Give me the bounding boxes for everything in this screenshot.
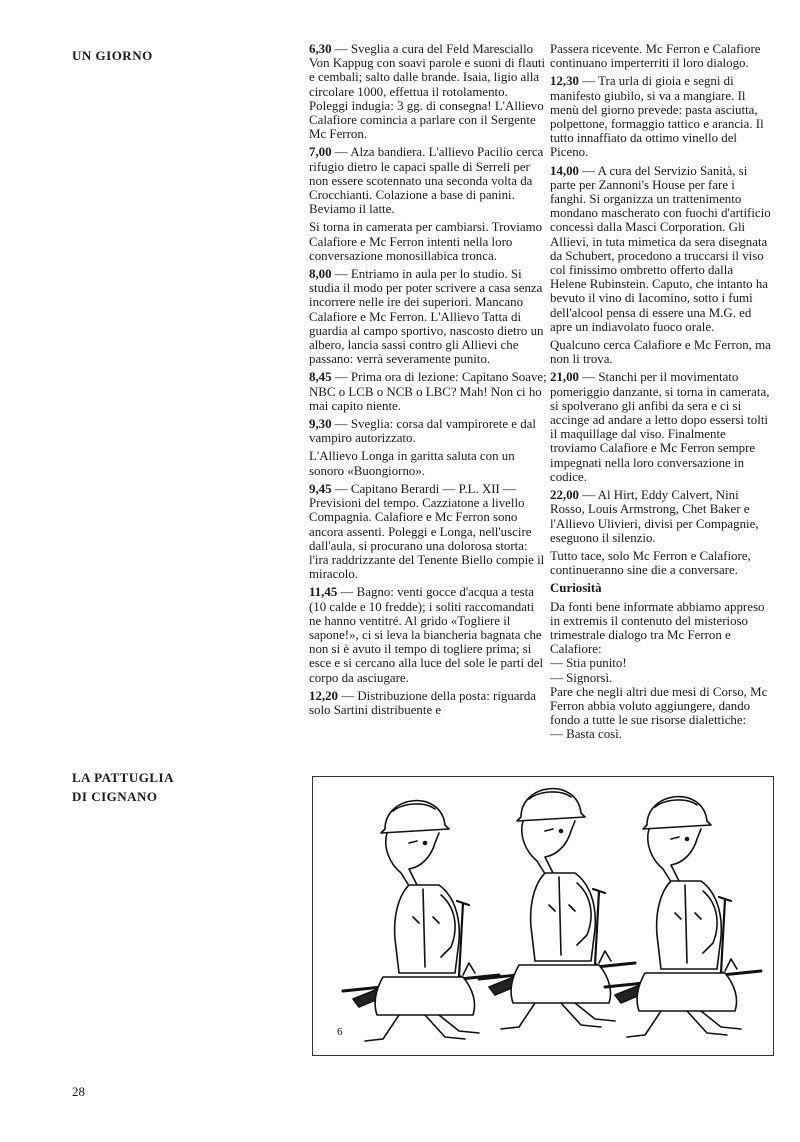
entry-text: Entriamo in aula per lo studio. Si studia il modo per poter scrivere a casa senza incorrere nelle ire dei superiori. Mancano Calafiore e Mc Ferron. L'Allievo Tatta di guardia al campo sportivo, nascosto dietro un albero, lancia sassi contro gli Allievi che passano: verrà severamente punito.	[309, 267, 544, 367]
schedule-entry: 21,00 — Stanchi per il movimentato pomeriggio danzante, si torna in camerata, si spolverano gli anfibi da sera e ci si accinge ad andare a letto dopo essersi tolti il maquillage dal viso. Finalmente troviamo Calafiore e Mc Ferron sempre impegnati nella loro conversazione in codice.	[550, 370, 770, 484]
entry-time: 8,00	[309, 267, 332, 282]
entry-text: Sveglia: corsa dal vampirorete e dal vampiro autorizzato.	[309, 417, 536, 446]
schedule-entry: 11,45 — Bagno: venti gocce d'acqua a testa (10 calde e 10 fredde); i soliti raccomandati ne hanno ventitré. Al grido «Togliere il sapone!», ci si leva la biancheria bagnata che non si è avuto il tempo di togliere prima; si esce e si cercano alla luce del sole le parti del corpo da asciugare.	[309, 585, 544, 685]
entry-text: Si torna in camerata per cambiarsi. Troviamo Calafiore e Mc Ferron intenti nella loro conversazione monosillabica tronca.	[309, 220, 543, 263]
svg-text:6: 6	[337, 1026, 343, 1038]
article-column-right	[550, 42, 772, 742]
schedule-entry: 8,00 — Entriamo in aula per lo studio. Si studia il modo per poter scrivere a casa senza incorrere nelle ire dei superiori. Mancano Calafiore e Mc Ferron. L'Allievo Tatta di guardia al campo sportivo, nascosto dietro un albero, lancia sassi contro gli Allievi che passano: verrà severamente punito.	[309, 267, 544, 367]
section-title-line1: LA PATTUGLIA	[72, 770, 174, 785]
schedule-note	[309, 449, 549, 477]
entry-time: 12,30	[550, 74, 580, 89]
curiosita-line: — Basta così.	[550, 727, 622, 742]
schedule-entry: 9,45 — Capitano Berardi — P.L. XII — Previsioni del tempo. Cazziatone a livello Compagnia. Calafiore e Mc Ferron sono ancora assenti. Poleggi e Longa, nell'uscire dall'aula, si procurano una dolorosa storta: l'ira raddrizzante del Tenente Biello compie il miracolo.	[309, 481, 545, 582]
entry-text: Stanchi per il movimentato pomeriggio danzante, si torna in camerata, si spolverano gli anfibi da sera e ci si accinge ad andare a letto dopo essersi tolti il maquillage dal viso. Finalmente troviamo Calafiore e Mc Ferron sempre impegnati nella loro conversazione in codice.	[550, 370, 770, 484]
article-column-left	[309, 42, 549, 721]
entry-text: Qualcuno cerca Calafiore e Mc Ferron, ma non li trova.	[550, 338, 771, 367]
page-number: 28	[72, 1084, 85, 1099]
continued-text: Passera ricevente. Mc Ferron e Calafiore continuano imperterriti il loro dialogo.	[550, 42, 761, 71]
section-title-un-giorno: UN GIORNO	[72, 48, 153, 63]
cartoon-illustration	[312, 776, 774, 1056]
entry-time: 11,45	[309, 585, 338, 600]
entry-text: Capitano Berardi — P.L. XII — Previsioni del tempo. Cazziatone a livello Compagnia. Calafiore e Mc Ferron sono ancora assenti. Poleggi e Longa, nell'uscire dall'aula, si procurano una dolorosa storta: l'ira raddrizzante del Tenente Biello compie il miracolo.	[309, 481, 545, 582]
entry-text: Prima ora di lezione: Capitano Soave; NBC o LCB o NCB o LBC? Mah! Non ci ho mai capito niente.	[309, 370, 547, 413]
curiosita-line: — Stia punito!	[550, 656, 627, 671]
entry-time: 9,45	[309, 481, 332, 496]
curiosita-line: Pare che negli altri due mesi di Corso, Mc Ferron abbia voluto aggiungere, dando fondo a tutte le sue risorse dialettiche:	[550, 684, 768, 728]
curiosita-heading: Curiosità	[550, 581, 602, 596]
entry-time: 14,00	[550, 163, 580, 178]
entry-time: 21,00	[550, 370, 580, 385]
schedule-entry: 7,00 — Alza bandiera. L'allievo Pacilio cerca rifugio dietro le capaci spalle di Serreli per non essere scotennato una seconda volta da Crocchianti. Colazione a base di panini. Beviamo il latte.	[309, 145, 544, 217]
curiosita-line: Da fonti bene informate abbiamo appreso in extremis il contenuto del misterioso trimestrale dialogo tra Mc Ferron e Calafiore:	[550, 599, 765, 657]
entry-time: 22,00	[550, 488, 580, 503]
entry-text: Bagno: venti gocce d'acqua a testa (10 calde e 10 fredde); i soliti raccomandati ne hanno ventitré. Al grido «Togliere il sapone!», ci si leva la biancheria bagnata che non si è avuto il tempo di togliere prima; si esce e si cercano alla luce del sole le parti del corpo da asciugare.	[309, 585, 544, 685]
schedule-entry: 14,00 — A cura del Servizio Sanità, si parte per Zannoni's House per fare i fanghi. Si organizza un trattenimento mondano mascherato con fuochi d'artificio concessi dalla Masci Corporation. Gli Allievi, in tuta mimetica da sera disegnata da Schubert, procedono a truccarsi il viso col finissimo ombretto offerto dalla Helene Rubinstein. Caputo, che intanto ha bevuto il vino di Iacomino, sotto i fumi dell'alcool pensa di essere una M.G. ed apre un indiavolato fuoco orale.	[550, 163, 771, 334]
entry-text: Al Hirt, Eddy Calvert, Nini Rosso, Louis Armstrong, Chet Baker e l'Allievo Ulivieri, divisi per Compagnie, eseguono il silenzio.	[550, 488, 759, 545]
entry-time: 7,00	[309, 145, 332, 160]
entry-time: 9,30	[309, 417, 332, 432]
curiosita-line: — Signorsì.	[550, 670, 613, 685]
schedule-note	[550, 549, 772, 577]
schedule-entry: 22,00 — Al Hirt, Eddy Calvert, Nini Rosso, Louis Armstrong, Chet Baker e l'Allievo Ulivieri, divisi per Compagnie, eseguono il silenzio.	[550, 488, 759, 545]
entry-text: L'Allievo Longa in garitta saluta con un sonoro «Buongiorno».	[309, 449, 515, 478]
entry-text: Tutto tace, solo Mc Ferron e Calafiore, continueranno sine die a conversare.	[550, 548, 751, 578]
schedule-entry: 12,30 — Tra urla di gioia e segni di manifesto giubilo, si va a mangiare. Il menù del giorno prevede: pasta asciutta, polpettone, formaggio tattico e arancia. Il tutto innaffiato da ottimo vinello del Piceno.	[550, 74, 764, 160]
entry-text: Distribuzione della posta: riguarda solo Sartini distribuente e	[309, 688, 536, 717]
entry-text: Tra urla di gioia e segni di manifesto giubilo, si va a mangiare. Il menù del giorno prevede: pasta asciutta, polpettone, formaggio tattico e arancia. Il tutto innaffiato da ottimo vinello del Piceno.	[550, 74, 764, 160]
section-title-line2: DI CIGNANO	[72, 789, 158, 804]
entry-time: 6,30	[309, 42, 332, 56]
schedule-entry: 9,30 — Sveglia: corsa dal vampirorete e dal vampiro autorizzato.	[309, 417, 536, 446]
schedule-entry: 8,45 — Prima ora di lezione: Capitano Soave; NBC o LCB o NCB o LBC? Mah! Non ci ho mai capito niente.	[309, 370, 547, 413]
entry-time: 12,20	[309, 688, 339, 703]
entry-time: 8,45	[309, 370, 332, 385]
entry-text: A cura del Servizio Sanità, si parte per Zannoni's House per fare i fanghi. Si organizza un trattenimento mondano mascherato con fuochi d'artificio concessi dalla Masci Corporation. Gli Allievi, in tuta mimetica da sera disegnata da Schubert, procedono a truccarsi il viso col finissimo ombretto offerto dalla Helene Rubinstein. Caputo, che intanto ha bevuto il vino di Iacomino, sotto i fumi dell'alcool pensa di essere una M.G. ed apre un indiavolato fuoco orale.	[550, 163, 771, 334]
entry-text: Sveglia a cura del Feld Maresciallo Von Kappug con soavi parole e suoni di flauti e cembali; salto dalle brande. Isaia, ligio alla circolare 1000, effettua il rotolamento. Poleggi indugia: 3 gg. di consegna! L'Allievo Calafiore comincia a parlare con il Sergente Mc Ferron.	[309, 42, 546, 142]
entry-text: Alza bandiera. L'allievo Pacilio cerca rifugio dietro le capaci spalle di Serreli per non essere scotennato una seconda volta da Crocchianti. Colazione a base di panini. Beviamo il latte.	[309, 145, 544, 217]
schedule-entry: 6,30 — Sveglia a cura del Feld Maresciallo Von Kappug con soavi parole e suoni di flauti e cembali; salto dalle brande. Isaia, ligio alla circolare 1000, effettua il rotolamento. Poleggi indugia: 3 gg. di consegna! L'Allievo Calafiore comincia a parlare con il Sergente Mc Ferron.	[309, 42, 546, 142]
section-title-pattuglia	[72, 768, 174, 806]
schedule-note	[309, 220, 549, 263]
schedule-entry: 12,20 — Distribuzione della posta: riguarda solo Sartini distribuente e	[309, 688, 536, 717]
schedule-note	[550, 338, 772, 366]
